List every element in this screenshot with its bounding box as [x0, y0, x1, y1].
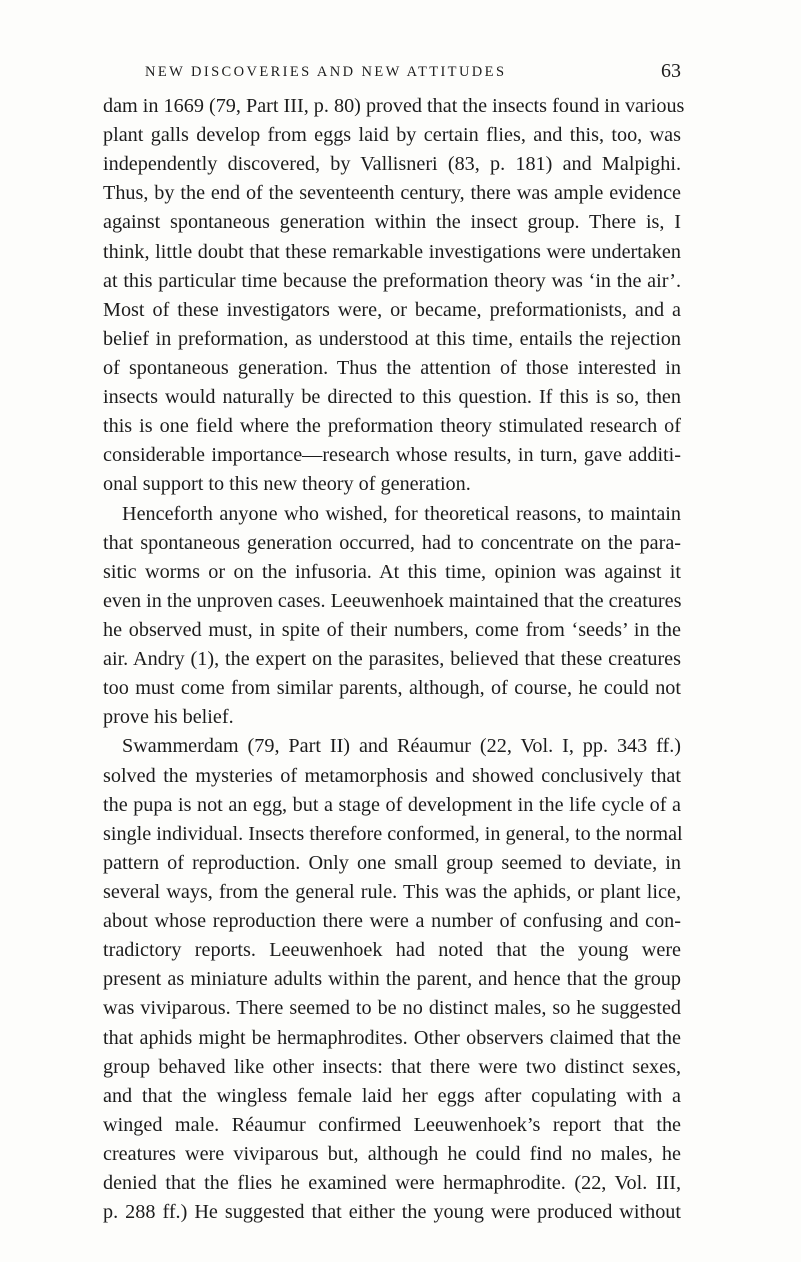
- text-line: he observed must, in spite of their numbers, come from ‘seeds’ in the: [103, 618, 681, 641]
- text-line: of spontaneous generation. Thus the attention of those interested in: [103, 356, 681, 379]
- text-line: prove his belief.: [103, 706, 234, 729]
- text-line: belief in preformation, as understood at this time, entails the rejection: [103, 327, 681, 350]
- paragraph-1: [103, 92, 685, 500]
- text-line: single individual. Insects therefore conformed, in general, to the normal: [103, 822, 683, 845]
- text-line: think, little doubt that these remarkable investigations were undertaken: [103, 240, 681, 263]
- text-line: was viviparous. There seemed to be no distinct males, so he suggested: [103, 997, 681, 1020]
- text-line: creatures were viviparous but, although he could find no males, he: [103, 1142, 681, 1165]
- text-line: present as miniature adults within the parent, and hence that the group: [103, 968, 681, 991]
- text-line: winged male. Réaumur confirmed Leeuwenhoek’s report that the: [103, 1113, 681, 1136]
- text-line: against spontaneous generation within the insect group. There is, I: [103, 211, 681, 234]
- paragraph-3: [103, 732, 681, 1227]
- running-head: NEW DISCOVERIES AND NEW ATTITUDES: [145, 64, 507, 80]
- text-line: too must come from similar parents, although, of course, he could not: [103, 677, 681, 700]
- text-line: Most of these investigators were, or became, preformationists, and a: [103, 298, 681, 321]
- text-line: solved the mysteries of metamorphosis and showed conclusively that: [103, 764, 681, 787]
- text-line: pattern of reproduction. Only one small group seemed to deviate, in: [103, 851, 681, 874]
- text-line: about whose reproduction there were a number of confusing and con-: [103, 910, 681, 933]
- page-number: 63: [661, 60, 681, 82]
- text-line: denied that the flies he examined were hermaphrodite. (22, Vol. III,: [103, 1172, 681, 1195]
- text-line: this is one field where the preformation theory stimulated research of: [103, 415, 681, 438]
- text-line: several ways, from the general rule. This was the aphids, or plant lice,: [103, 880, 681, 903]
- text-line: that spontaneous generation occurred, had to concentrate on the para-: [103, 531, 681, 554]
- text-line: dam in 1669 (79, Part III, p. 80) proved that the insects found in various: [103, 95, 685, 117]
- text-line: insects would naturally be directed to this question. If this is so, then: [103, 386, 681, 409]
- text-line: plant galls develop from eggs laid by certain flies, and this, too, was: [103, 124, 681, 147]
- text-line: that aphids might be hermaphrodites. Other observers claimed that the: [103, 1026, 681, 1049]
- text-line: and that the wingless female laid her eggs after copulating with a: [103, 1084, 681, 1107]
- text-line: even in the unproven cases. Leeuwenhoek maintained that the creatures: [103, 589, 682, 612]
- text-line: sitic worms or on the infusoria. At this time, opinion was against it: [103, 560, 681, 583]
- text-line: considerable importance—research whose results, in turn, gave additi-: [103, 444, 681, 467]
- text-line: onal support to this new theory of generation.: [103, 473, 471, 496]
- text-line: at this particular time because the preformation theory was ‘in the air’.: [103, 269, 681, 292]
- text-line: Thus, by the end of the seventeenth century, there was ample evidence: [103, 182, 681, 205]
- page-header: [103, 60, 681, 88]
- text-line: independently discovered, by Vallisneri (83, p. 181) and Malpighi.: [103, 153, 681, 176]
- text-line: group behaved like other insects: that there were two distinct sexes,: [103, 1055, 681, 1078]
- text-line: p. 288 ff.) He suggested that either the young were produced without: [103, 1201, 681, 1224]
- text-line: the pupa is not an egg, but a stage of development in the life cycle of a: [103, 793, 681, 816]
- text-line: air. Andry (1), the expert on the parasites, believed that these creatures: [103, 648, 681, 671]
- paragraph-2: [103, 500, 681, 733]
- text-line: Swammerdam (79, Part II) and Réaumur (22, Vol. I, pp. 343 ff.): [122, 735, 681, 758]
- body-text: [103, 92, 685, 1227]
- text-line: Henceforth anyone who wished, for theoretical reasons, to maintain: [122, 502, 681, 525]
- text-line: tradictory reports. Leeuwenhoek had noted that the young were: [103, 939, 681, 962]
